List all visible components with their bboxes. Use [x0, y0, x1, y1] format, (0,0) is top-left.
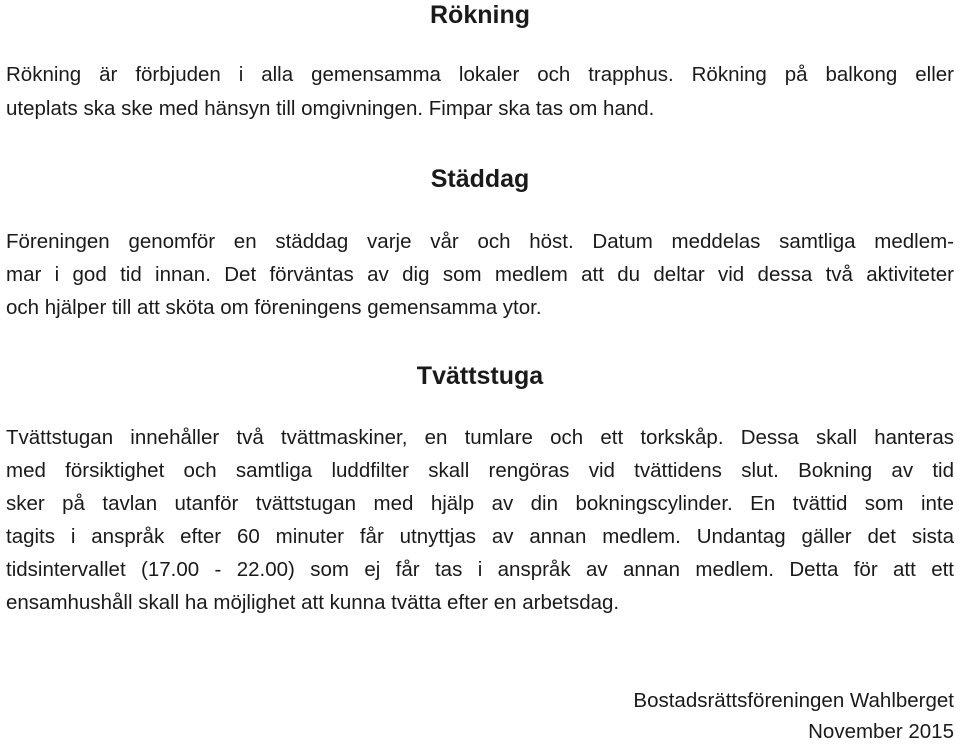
signature-organization: Bostadsrättsföreningen Wahlberget: [633, 689, 954, 712]
tvattstuga-line-4: tagits i anspråk efter 60 minuter får utnyttjas av annan medlem. Undantag gäller det sista: [6, 525, 954, 548]
rokning-line-1: Rökning är förbjuden i alla gemensamma lokaler och trapphus. Rökning på balkong eller: [6, 63, 954, 86]
tvattstuga-line-5: tidsintervallet (17.00 - 22.00) som ej får tas i anspråk av annan medlem. Detta för att ett: [6, 558, 954, 581]
tvattstuga-line-6: ensamhushåll skall ha möjlighet att kunna tvätta efter en arbetsdag.: [6, 591, 620, 614]
staddag-line-2: mar i god tid innan. Det förväntas av dig som medlem att du deltar vid dessa två aktiviteter: [6, 263, 954, 286]
rokning-line-2: uteplats ska ske med hänsyn till omgivningen. Fimpar ska tas om hand.: [6, 97, 655, 120]
tvattstuga-line-1: Tvättstugan innehåller två tvättmaskiner, en tumlare och ett torkskåp. Dessa skall hanteras: [6, 426, 954, 449]
heading-staddag: Städdag: [430, 165, 530, 193]
tvattstuga-line-3: sker på tavlan utanför tvättstugan med hjälp av din bokningscylinder. En tvättid som inte: [6, 492, 954, 515]
signature-date: November 2015: [808, 720, 954, 743]
heading-rokning: Rökning: [430, 1, 530, 29]
heading-tvattstuga: Tvättstuga: [416, 362, 544, 390]
staddag-line-3: och hjälper till att sköta om föreningens gemensamma ytor.: [6, 296, 542, 319]
tvattstuga-line-2: med försiktighet och samtliga luddfilter skall rengöras vid tvättidens slut. Bokning av tid: [6, 459, 954, 482]
staddag-line-1: Föreningen genomför en städdag varje vår och höst. Datum meddelas samtliga medlem-: [6, 230, 954, 253]
